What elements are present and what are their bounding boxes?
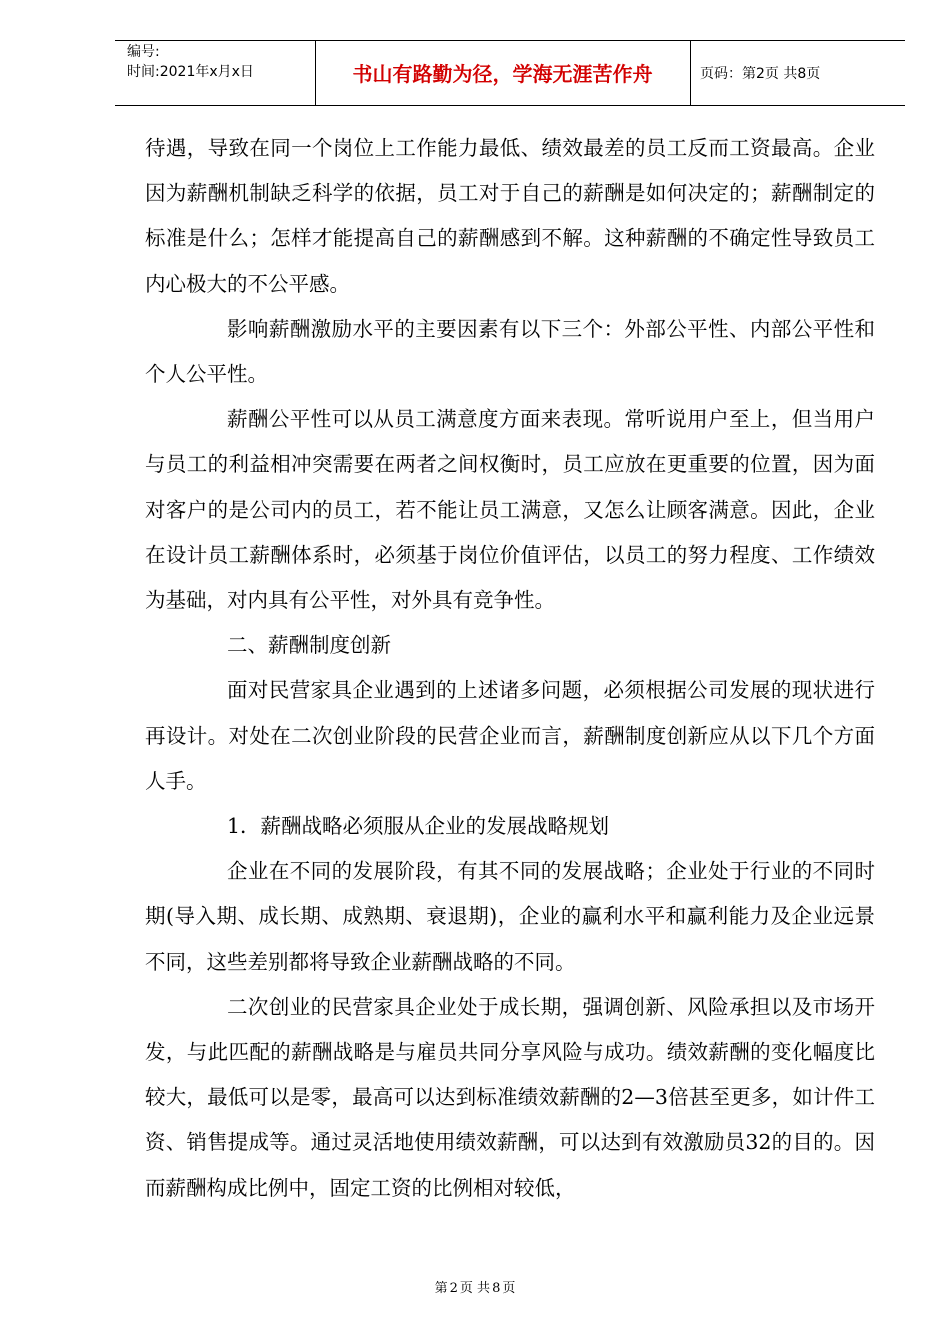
number-label: 编号:	[127, 44, 160, 60]
header-meta	[115, 41, 315, 105]
header-motto: 书山有路勤为径，学海无涯苦作舟	[352, 62, 653, 86]
footer-total-pages: 8	[492, 1281, 501, 1296]
paragraph: 待遇，导致在同一个岗位上工作能力最低、绩效最差的员工反而工资最高。企业因为薪酬机制缺乏科学的依据，员工对于自己的薪酬是如何决定的；薪酬制定的标准是什么；怎样才能提高自己的薪酬感到不解。这种薪酬的不确定性导致员工内心极大的不公平感。	[145, 136, 875, 296]
paragraph: 面对民营家具企业遇到的上述诸多问题，必须根据公司发展的现状进行再设计。对处在二次创业阶段的民营企业而言，薪酬制度创新应从以下几个方面人手。	[145, 678, 875, 793]
page-footer	[0, 1277, 950, 1296]
paragraph: 薪酬公平性可以从员工满意度方面来表现。常听说用户至上，但当用户与员工的利益相冲突需要在两者之间权衡时，员工应放在更重要的位置，因为面对客户的是公司内的员工，若不能让员工满意，又怎么让顾客满意。因此，企业在设计员工薪酬体系时，必须基于岗位价值评估，以员工的努力程度、工作绩效为基础，对内具有公平性，对外具有竞争性。	[145, 407, 875, 613]
page-header	[115, 40, 905, 106]
header-page-code: 页码：第2页 共8页	[700, 66, 821, 82]
paragraph: 企业在不同的发展阶段，有其不同的发展战略；企业处于行业的不同时期(导入期、成长期、成熟期、衰退期)，企业的赢利水平和赢利能力及企业远景不同，这些差别都将导致企业薪酬战略的不同。	[145, 859, 875, 974]
paragraph: 影响薪酬激励水平的主要因素有以下三个：外部公平性、内部公平性和个人公平性。	[145, 316, 875, 387]
footer-prefix: 第	[434, 1281, 448, 1296]
section-heading: 二、薪酬制度创新	[227, 633, 391, 658]
subsection-heading: 1．薪酬战略必须服从企业的发展战略规划	[227, 814, 610, 839]
paragraph: 二次创业的民营家具企业处于成长期，强调创新、风险承担以及市场开发，与此匹配的薪酬战略是与雇员共同分享风险与成功。绩效薪酬的变化幅度比较大，最低可以是零，最高可以达到标准绩效薪酬的2—3倍甚至更多，如计件工资、销售提成等。通过灵活地使用绩效薪酬，可以达到有效激励员32的目的。因而薪酬构成比例中，固定工资的比例相对较低，	[145, 994, 875, 1200]
document-body	[145, 126, 875, 1211]
footer-suffix: 页	[502, 1281, 516, 1296]
time-label: 时间:2021年x月x日	[127, 64, 254, 80]
footer-page-number: 2	[449, 1281, 458, 1296]
footer-middle: 页 共	[459, 1281, 491, 1296]
